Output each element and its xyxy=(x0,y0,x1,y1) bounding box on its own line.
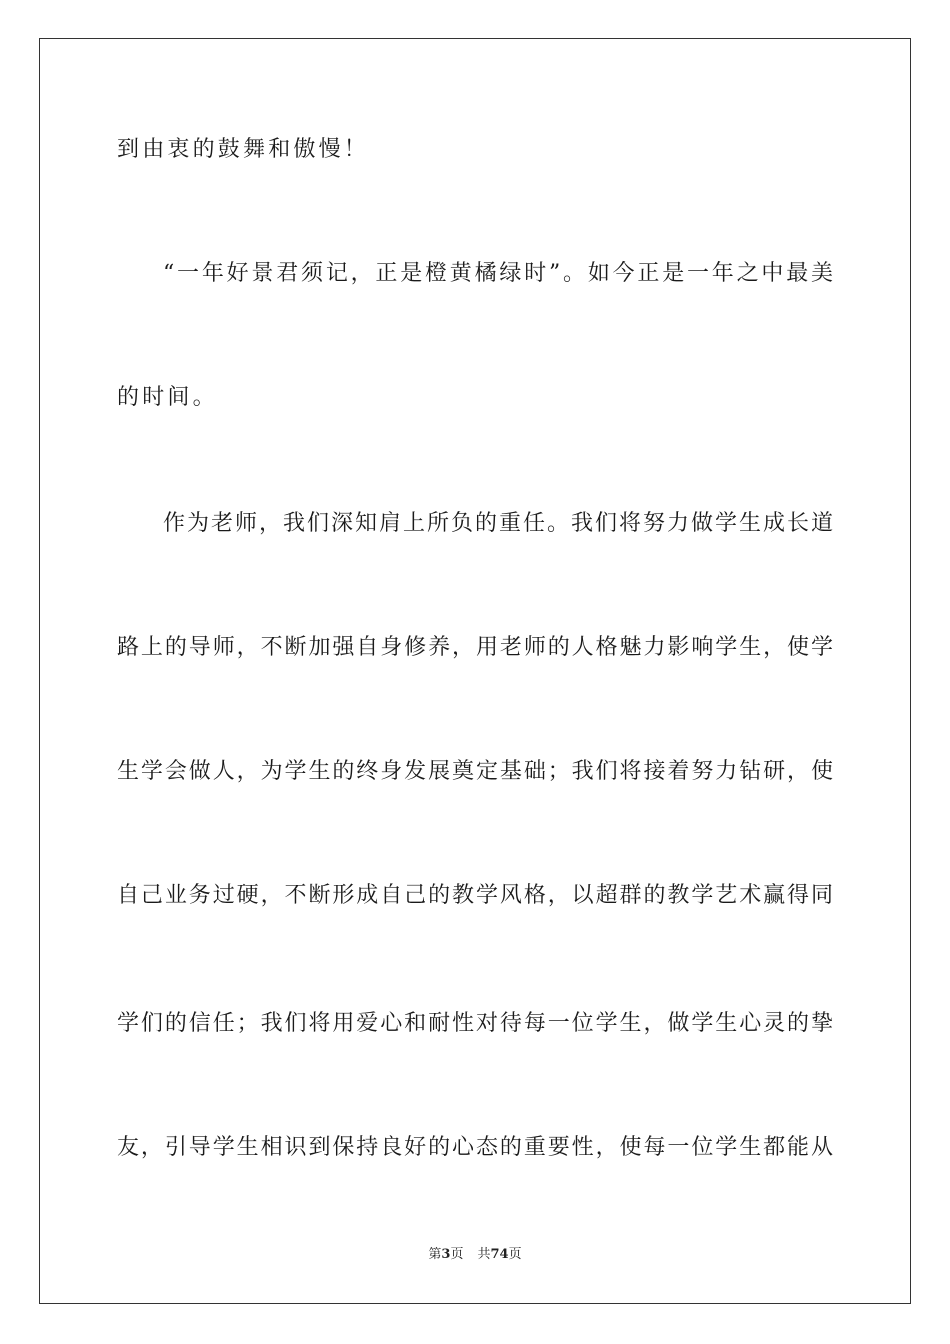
paragraph-line: “一年好景君须记，正是橙黄橘绿时”。如今正是一年之中最美 xyxy=(163,261,833,286)
body-line: 的时间。 xyxy=(117,385,218,410)
total-prefix: 共 xyxy=(477,1247,491,1262)
total-pages: 74 xyxy=(490,1247,509,1262)
body-line: 友，引导学生相识到保持良好的心态的重要性，使每一位学生都能从 xyxy=(117,1135,833,1160)
body-line: 到由衷的鼓舞和傲慢！ xyxy=(117,137,370,162)
body-line: 路上的导师，不断加强自身修养，用老师的人格魅力影响学生，使学 xyxy=(117,635,833,660)
page-suffix: 页 xyxy=(450,1247,464,1262)
total-suffix: 页 xyxy=(508,1247,522,1262)
body-line: 自己业务过硬，不断形成自己的教学风格，以超群的教学艺术赢得同 xyxy=(117,883,833,908)
body-line: 学们的信任；我们将用爱心和耐性对待每一位学生，做学生心灵的挚 xyxy=(117,1011,833,1036)
paragraph-line: 作为老师，我们深知肩上所负的重任。我们将努力做学生成长道 xyxy=(163,511,833,536)
page-prefix: 第 xyxy=(428,1247,442,1262)
page-footer xyxy=(0,1246,950,1264)
body-line: 生学会做人，为学生的终身发展奠定基础；我们将接着努力钻研，使 xyxy=(117,759,833,784)
page-number: 3 xyxy=(441,1247,451,1262)
page-frame xyxy=(39,38,911,1304)
